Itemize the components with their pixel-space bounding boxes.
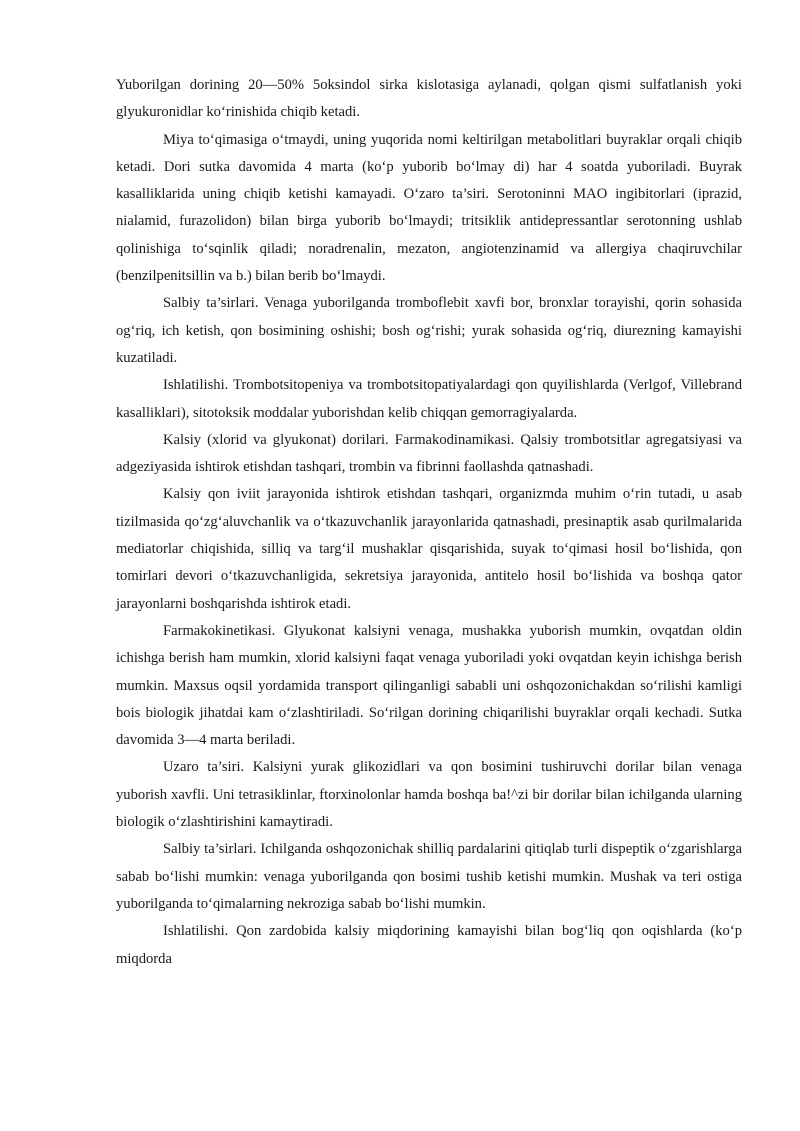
- document-page: [116, 72, 742, 973]
- paragraph-1: Yuborilgan dorining 20—50% 5oksindol sirka kislotasiga aylanadi, qolgan qismi sulfatlanish yoki glyukuronidlar ko‘rinishida chiqib ketadi.: [116, 77, 742, 121]
- paragraph-3: Salbiy ta’sirlari. Venaga yuborilganda tromboflebit xavfi bor, bronxlar torayishi, qorin sohasida og‘riq, ich ketish, qon bosimining oshishi; bosh og‘rishi; yurak sohasida og‘riq, diurezning kamayishi kuzatiladi.: [116, 295, 742, 366]
- paragraph-2: Miya to‘qimasiga o‘tmaydi, uning yuqorida nomi keltirilgan metabolitlari buyraklar orqali chiqib ketadi. Dori sutka davomida 4 marta (ko‘p yuborib bo‘lmay di) har 4 soatda yuboriladi. Buyrak kasalliklarida uning chiqib ketishi kamayadi. O‘zaro ta’siri. Serotoninni MAO ingibitorlari (iprazid, nialamid, furazolidon) bilan birga yuborib bo‘lmaydi; tritsiklik antidepressantlar serotonning ushlab qolinishiga to‘sqinlik qiladi; noradrenalin, mezaton, angiotenzinamid va allergiya chaqiruvchilar (benzilpenitsillin va b.) bilan berib bo‘lmaydi.: [116, 131, 742, 285]
- paragraph-10: Ishlatilishi. Qon zardobida kalsiy miqdorining kamayishi bilan bog‘liq qon oqishlarda (ko‘p miqdorda: [116, 923, 742, 967]
- paragraph-5: Kalsiy (xlorid va glyukonat) dorilari. Farmakodinamikasi. Qalsiy trombotsitlar agregatsiyasi va adgeziyasida ishtirok etishdan tashqari, trombin va fibrinni faollashda qatnashadi.: [116, 431, 742, 476]
- paragraph-6: Kalsiy qon iviit jarayonida ishtirok etishdan tashqari, organizmda muhim o‘rin tutadi, u asab tizilmasida qo‘zg‘aluvchanlik va o‘tkazuvchanlik jarayonlarida qatnashadi, presinaptik asab qurilmalarida mediatorlar chiqishida, silliq va targ‘il mushaklar qisqarishida, suyak to‘qimasi hosil bo‘lishida, qon tomirlari devori o‘tkazuvchanligida, sekretsiya jarayonida, antitelo hosil bo‘lishida va boshqa qator jarayonlarni boshqarishda ishtirok etadi.: [116, 486, 742, 612]
- paragraph-7: Farmakokinetikasi. Glyukonat kalsiyni venaga, mushakka yuborish mumkin, ovqatdan oldin ichishga berish ham mumkin, xlorid kalsiyni faqat venaga yuboriladi yoki ovqatdan keyin ichishga berish mumkin. Maxsus oqsil yordamida transport qilinganligi sababli uni oshqozonichakdan so‘rilishi kamligi bois biologik jihatdai kam o‘zlashtiriladi. So‘rilgan dorining chiqarilishi buyraklar orqali kechadi. Sutka davomida 3—4 marta beriladi.: [116, 622, 742, 749]
- paragraph-8: Uzaro ta’siri. Kalsiyni yurak glikozidlari va qon bosimini tushiruvchi dorilar bilan venaga yuborish xavfli. Uni tetrasiklinlar, ftorxinolonlar hamda boshqa ba!^zi bir dorilar bilan ichilganda ularning biologik o‘zlashtirishini kamaytiradi.: [116, 759, 742, 831]
- paragraph-9: Salbiy ta’sirlari. Ichilganda oshqozonichak shilliq pardalarini qitiqlab turli dispeptik o‘zgarishlarga sabab bo‘lishi mumkin: venaga yuborilganda qon bosimi tushib ketishi mumkin. Mushak va teri ostiga yuborilganda to‘qimalarning nekroziga sabab bo‘lishi mumkin.: [116, 841, 742, 912]
- paragraph-4: Ishlatilishi. Trombotsitopeniya va trombotsitopatiyalardagi qon quyilishlarda (Verlgof, Villebrand kasalliklari), sitotoksik moddalar yuborishdan kelib chiqqan gemorragiyalarda.: [116, 377, 742, 421]
